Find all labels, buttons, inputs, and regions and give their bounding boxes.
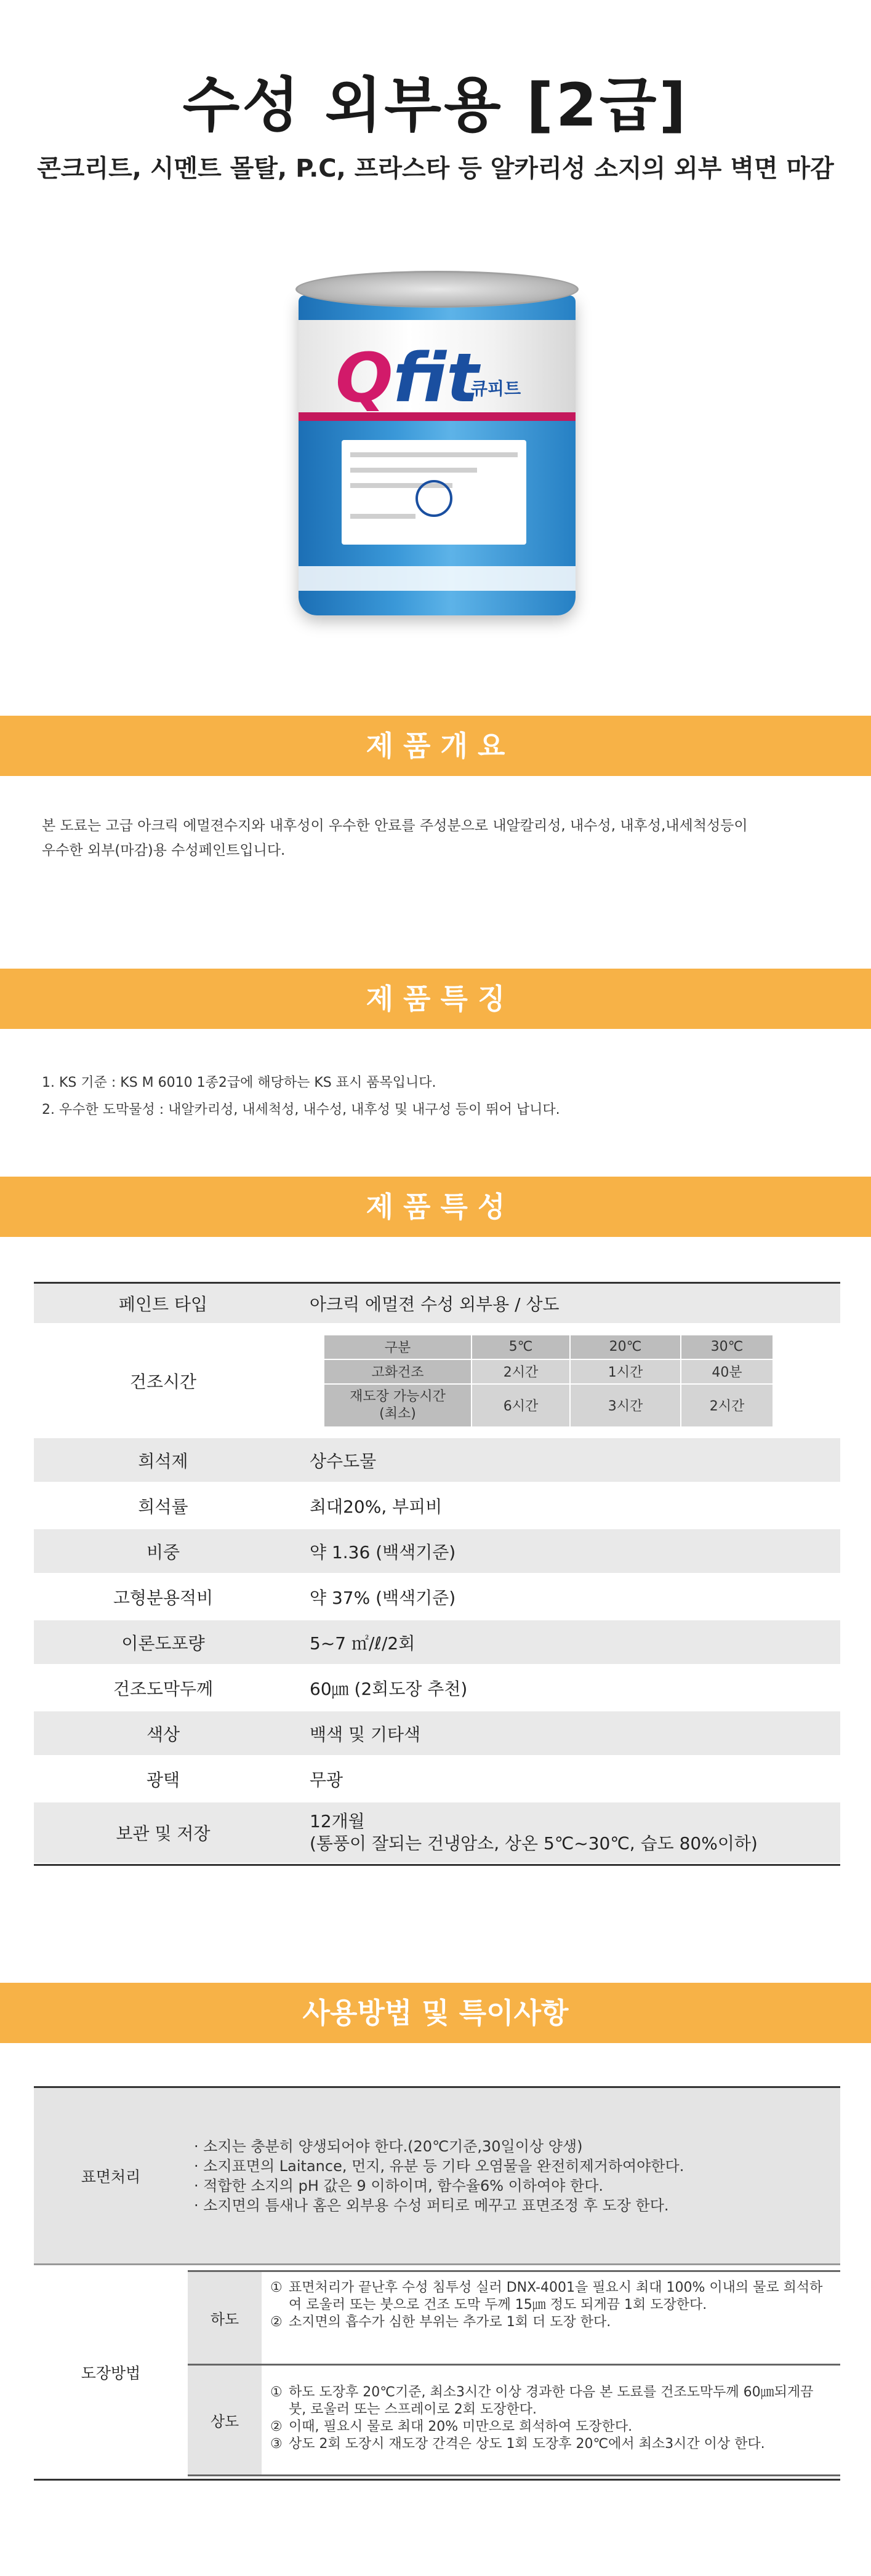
surface-list xyxy=(188,2088,840,2263)
drying-cell: 2시간 xyxy=(472,1359,570,1384)
can-bottom-band xyxy=(299,566,576,591)
top-item xyxy=(270,2436,832,2453)
page-subtitle: 콘크리트, 시멘트 몰탈, P.C, 프라스타 등 알카리성 소지의 외부 벽면 마감 xyxy=(37,154,834,183)
coating-methods xyxy=(188,2265,840,2479)
spec-value: 5~7 ㎡/ℓ/2회 xyxy=(310,1633,415,1654)
spec-value: 무광 xyxy=(310,1769,343,1790)
spec-key: 비중 xyxy=(146,1542,180,1562)
feature-item: 2. 우수한 도막물성 : 내알카리성, 내세척성, 내수성, 내후성 및 내구성 등이 뛰어 납니다. xyxy=(42,1102,560,1118)
overview-text xyxy=(42,814,836,863)
can-label-line xyxy=(350,468,477,473)
page-title: 수성 외부용 [2급] xyxy=(182,71,689,140)
drying-row-head xyxy=(324,1384,472,1427)
top-item xyxy=(270,2384,832,2418)
spec-key: 희석률 xyxy=(138,1496,188,1517)
drying-cell: 2시간 xyxy=(681,1384,773,1427)
spec-key: 고형분용적비 xyxy=(113,1587,214,1608)
spec-row xyxy=(34,1284,840,1324)
spec-key: 건조도막두께 xyxy=(113,1678,214,1699)
can-body xyxy=(299,295,576,615)
section-specs-heading: 제 품 특 성 xyxy=(0,1177,871,1237)
overview-text-line: 우수한 외부(마감)용 수성페인트입니다. xyxy=(42,842,286,858)
spec-value: 아크릭 에멀젼 수성 외부용 / 상도 xyxy=(310,1294,560,1314)
drying-row xyxy=(324,1384,773,1427)
drying-header-cell: 구분 xyxy=(324,1335,472,1359)
top-item-num: ③ xyxy=(270,2436,283,2452)
spec-value xyxy=(292,1802,840,1863)
spec-value: 약 37% (백색기준) xyxy=(310,1587,456,1608)
surface-item: · 적합한 소지의 pH 값은 9 이하이며, 함수율6% 이하여야 한다. xyxy=(194,2177,604,2194)
usage-key: 도장방법 xyxy=(81,2364,141,2382)
features-list xyxy=(42,1070,836,1124)
spec-key: 광택 xyxy=(146,1769,180,1790)
usage-row-coating xyxy=(34,2263,840,2479)
spec-row xyxy=(34,1711,840,1756)
drying-row-head-sub: (최소) xyxy=(379,1406,416,1422)
top-item-text: 하도 도장후 20℃기준, 최소3시간 이상 경과한 다음 본 도료를 건조도막두께 60㎛되게끔 붓, 로울러 또는 스프레이로 2회 도장한다. xyxy=(289,2385,814,2417)
section-features-heading: 제 품 특 징 xyxy=(0,969,871,1029)
spec-row xyxy=(34,1620,840,1665)
drying-cell: 6시간 xyxy=(472,1384,570,1427)
feature-item: 1. KS 기준 : KS M 6010 1종2급에 해당하는 KS 표시 품목입니다. xyxy=(42,1075,436,1090)
primer-list xyxy=(262,2272,840,2364)
drying-row xyxy=(324,1359,773,1384)
spec-key: 페인트 타입 xyxy=(118,1294,208,1314)
drying-cell: 40분 xyxy=(681,1359,773,1384)
spec-value: 상수도물 xyxy=(310,1450,377,1471)
primer-item xyxy=(270,2314,832,2331)
spec-key: 색상 xyxy=(146,1724,180,1745)
spec-value: 약 1.36 (백색기준) xyxy=(310,1542,456,1562)
can-lid xyxy=(295,271,579,308)
can-logo-text: fit xyxy=(393,338,479,417)
coating-primer-row xyxy=(188,2270,840,2366)
top-item xyxy=(270,2418,832,2436)
can-brand: 큐피트 xyxy=(471,378,521,399)
drying-row-head: 고화건조 xyxy=(324,1359,472,1384)
drying-header-row xyxy=(324,1335,773,1359)
spec-row xyxy=(34,1756,840,1802)
overview-text-line: 본 도료는 고급 아크릭 에멀젼수지와 내후성이 우수한 안료를 주성분으로 내알칼리성, 내수성, 내후성,내세척성등이 xyxy=(42,818,748,834)
can-logo xyxy=(335,338,479,417)
spec-value: 백색 및 기타색 xyxy=(310,1724,421,1745)
can-label-line xyxy=(350,452,518,457)
product-can-image xyxy=(286,271,588,628)
surface-item: · 소지표면의 Laitance, 먼지, 유분 등 기타 오염물을 완전히제거하여야한다. xyxy=(194,2157,684,2175)
spec-table xyxy=(34,1282,840,1866)
spec-key: 건조시간 xyxy=(129,1371,197,1392)
drying-table-wrap xyxy=(292,1324,840,1437)
spec-row xyxy=(34,1802,840,1864)
can-logo-letter: Q xyxy=(335,338,393,417)
spec-key: 희석제 xyxy=(138,1450,188,1471)
surface-item: · 소지는 충분히 양생되어야 한다.(20℃기준,30일이상 양생) xyxy=(194,2137,583,2155)
ks-badge-icon xyxy=(415,480,452,517)
usage-row-surface xyxy=(34,2088,840,2263)
spec-row xyxy=(34,1529,840,1574)
section-overview-heading: 제 품 개 요 xyxy=(0,716,871,776)
primer-item-text: 표면처리가 끝난후 수성 침투성 실러 DNX-4001을 필요시 최대 100% 이내의 물로 희석하여 로울러 또는 붓으로 건조 도막 두께 15㎛ 정도 되게끔 1회 도장한다. xyxy=(289,2280,823,2313)
spec-row xyxy=(34,1574,840,1620)
spec-row xyxy=(34,1438,840,1483)
primer-item-text: 소지면의 흡수가 심한 부위는 추가로 1회 더 도장 한다. xyxy=(289,2314,611,2330)
drying-header-cell: 20℃ xyxy=(570,1335,681,1359)
spec-value-line: (통풍이 잘되는 건냉암소, 상온 5℃~30℃, 습도 80%이하) xyxy=(310,1833,758,1854)
spec-value: 60㎛ (2회도장 추천) xyxy=(310,1678,468,1699)
spec-value: 최대20%, 부피비 xyxy=(310,1496,443,1517)
primer-item-num: ② xyxy=(270,2314,283,2330)
spec-row xyxy=(34,1483,840,1529)
primer-item-num: ① xyxy=(270,2280,283,2295)
drying-row-head-label: 재도장 가능시간 xyxy=(350,1388,446,1404)
spec-key: 이론도포량 xyxy=(121,1633,205,1654)
top-item-text: 이때, 필요시 물로 최대 20% 미만으로 희석하여 도장한다. xyxy=(289,2419,633,2434)
top-list xyxy=(262,2366,840,2474)
usage-key: 표면처리 xyxy=(81,2167,141,2186)
drying-time-table xyxy=(323,1334,774,1428)
top-item-text: 상도 2회 도장시 재도장 간격은 상도 1회 도장후 20℃에서 최소3시간 이상 한다. xyxy=(289,2436,765,2452)
spec-key: 보관 및 저장 xyxy=(116,1823,211,1844)
can-label-line xyxy=(350,514,415,519)
surface-item: · 소지면의 틈새나 홈은 외부용 수성 퍼티로 메꾸고 표면조정 후 도장 한다. xyxy=(194,2196,669,2214)
top-item-num: ① xyxy=(270,2385,283,2400)
coating-sub-key: 하도 xyxy=(188,2272,262,2364)
usage-table xyxy=(34,2086,840,2481)
drying-header-cell: 30℃ xyxy=(681,1335,773,1359)
top-item-num: ② xyxy=(270,2419,283,2434)
spec-row xyxy=(34,1665,840,1711)
drying-cell: 3시간 xyxy=(570,1384,681,1427)
spec-row-drying xyxy=(34,1324,840,1438)
drying-cell: 1시간 xyxy=(570,1359,681,1384)
drying-header-cell: 5℃ xyxy=(472,1335,570,1359)
section-usage-heading: 사용방법 및 특이사항 xyxy=(0,1983,871,2043)
primer-item xyxy=(270,2279,832,2314)
spec-value-line: 12개월 xyxy=(310,1811,365,1831)
coating-sub-key: 상도 xyxy=(188,2366,262,2474)
coating-top-row xyxy=(188,2366,840,2476)
